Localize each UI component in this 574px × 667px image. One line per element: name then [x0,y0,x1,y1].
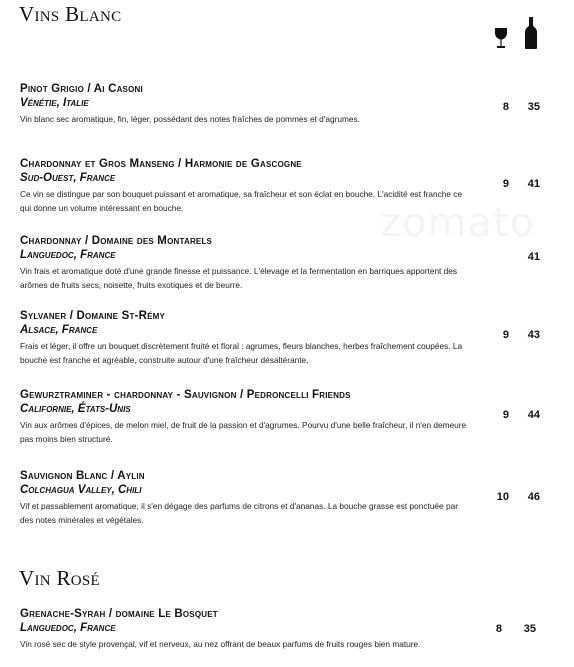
wine-origin: Languedoc, France [20,622,116,634]
wine-item [20,157,470,215]
price-bottle: 35 [527,101,540,113]
wine-item [20,388,470,446]
wine-name: Grenache-Syrah / domaine Le Bosquet [20,608,218,620]
wine-name: Gewurztraminer - chardonnay - Sauvignon / Pedroncelli Friends [20,389,351,401]
price-glass: 8 [495,623,502,635]
price-bottle: 44 [527,409,540,421]
wine-description: Vif et passablement aromatique, il s'en dégage des parfums de citrons et d'ananas. La bouche grasse est ponctuée par des notes minérales et végétales. [20,501,458,525]
wine-description: Ce vin se distingue par son bouquet puissant et aromatique, sa fraîcheur et son éclat en bouche. L'acidité est franche ce qui donne un volume intéressant en bouche. [20,189,463,213]
wine-description: Vin rosé sec de style provençal, vif et nerveux, au nez offrant de beaux parfums de fruits rouges bien mature. [20,639,421,649]
price-glass: 9 [502,178,509,190]
wine-description: Vin aux arômes d'épices, de melon miel, de fruit de la passion et d'agrumes. Pourvu d'une belle fraîcheur, il n'en demeure pas moins bien structuré. [20,420,467,444]
wine-item [20,234,470,292]
price-bottle: 43 [527,329,540,341]
wine-bottle-icon [524,17,538,54]
price-glass: 8 [502,101,509,113]
price-glass: 10 [496,491,509,503]
wine-origin: Languedoc, France [20,249,116,261]
wine-origin: Sud-Ouest, France [20,172,116,184]
wine-origin: Alsace, France [20,324,98,336]
wine-name: Pinot Grigio / Ai Casoni [20,83,143,95]
wine-description: Vin blanc sec aromatique, fin, léger, possédant des notes fraîches de pommes et d'agrumes. [20,114,360,124]
section-title-vins-blanc: Vins Blanc [19,2,122,26]
wine-item [20,82,470,126]
price-glass: 9 [502,409,509,421]
wine-description: Vin frais et aromatique doté d'une grande finesse et puissance. L'élevage et la fermentation en barriques apportent des arômes de fruits secs, noisette, fruits exotiques et de beurre. [20,266,458,290]
price-bottle: 41 [527,251,540,263]
wine-item [20,607,470,651]
wine-glass-icon [494,27,508,54]
wine-name: Sauvignon Blanc / Aylin [20,470,145,482]
wine-item [20,469,470,527]
wine-name: Chardonnay et Gros Manseng / Harmonie de Gascogne [20,158,302,170]
wine-origin: Californie, États-Unis [20,403,131,415]
wine-origin: Colchagua Valley, Chili [20,484,142,496]
price-bottle: 41 [527,178,540,190]
price-bottle: 46 [527,491,540,503]
wine-name: Sylvaner / Domaine St-Rémy [20,310,166,322]
wine-description: Frais et léger, il offre un bouquet discrètement fruité et floral : agrumes, fleurs blanches, herbes fraîchement coupées. La bouche est franche et agréable, construite autour d'une fraîcheur désaltérante. [20,341,463,365]
wine-item [20,309,470,367]
wine-origin: Vénétie, Italie [20,97,89,109]
price-glass: 9 [502,329,509,341]
section-title-vin-rose: Vin Rosé [19,566,100,590]
price-bottle: 35 [523,623,536,635]
wine-name: Chardonnay / Domaine des Montarels [20,235,213,247]
